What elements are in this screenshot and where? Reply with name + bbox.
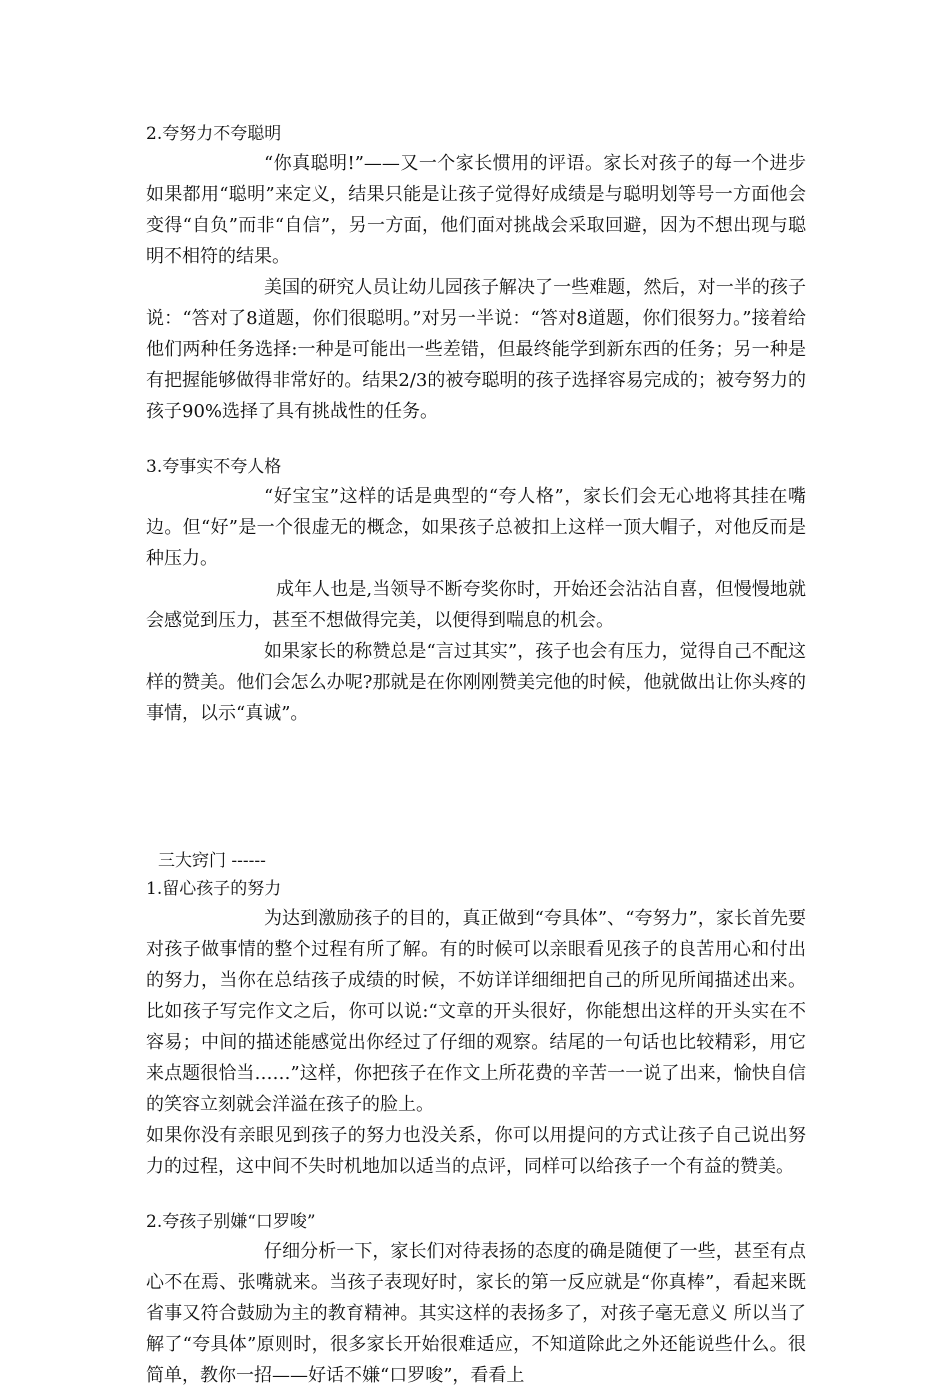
paragraph-ask-questions: 如果你没有亲眼见到孩子的努力也没关系，你可以用提问的方式让孩子自己说出努力的过程，这中间不失时机地加以适当的点评，同样可以给孩子一个有益的赞美。 xyxy=(146,1125,806,1177)
paragraph-overpraise: 如果家长的称赞总是“言过其实”，孩子也会有压力，觉得自己不配这样的赞美。他们会怎么办呢?那就是在你刚刚赞美完他的时候，他就做出让你头疼的事情，以示“真诚”。 xyxy=(146,641,806,724)
spacer xyxy=(146,729,806,847)
paragraph-good-baby: “好宝宝”这样的话是典型的“夸人格”，家长们会无心地将其挂在嘴边。但“好”是一个很虚无的概念，如果孩子总被扣上这样一顶大帽子，对他反而是种压力。 xyxy=(146,486,806,569)
spacer xyxy=(146,427,806,453)
section-title-tips: 三大窍门 ------ xyxy=(158,851,266,871)
paragraph-smart-label: “你真聪明!”——又一个家长惯用的评语。家长对孩子的每一个进步如果都用“聪明”来定义，结果只能是让孩子觉得好成绩是与聪明划等号一方面他会变得“自负”而非“自信”，另一方面，他们面对挑战会采取回避，因为不想出现与聪明不相符的结果。 xyxy=(146,153,806,267)
paragraph-understand-process: 为达到激励孩子的目的，真正做到“夸具体”、“夸努力”，家长首先要对孩子做事情的整个过程有所了解。有的时候可以亲眼看见孩子的良苦用心和付出的努力，当你在总结孩子成绩的时候，不妨详详细细把自己的所见所闻描述出来。比如孩子写完作文之后，你可以说:“文章的开头很好，你能想出这样的开头实在不容易；中间的描述能感觉出你经过了仔细的观察。结尾的一句话也比较精彩，用它来点题很恰当……”这样，你把孩子在作文上所花费的辛苦一一说了出来，愉快自信的笑容立刻就会洋溢在孩子的脸上。 xyxy=(146,908,806,1115)
heading-praise-effort: 2.夸努力不夸聪明 xyxy=(146,124,282,144)
heading-praise-facts: 3.夸事实不夸人格 xyxy=(146,457,282,477)
document-page xyxy=(146,120,806,1391)
heading-notice-effort: 1.留心孩子的努力 xyxy=(146,879,282,899)
heading-wordy-praise: 2.夸孩子别嫌“口罗唆” xyxy=(146,1212,316,1232)
spacer xyxy=(146,1182,806,1208)
paragraph-research: 美国的研究人员让幼儿园孩子解决了一些难题，然后，对一半的孩子说：“答对了8道题，你们很聪明。”对另一半说：“答对8道题，你们很努力。”接着给他们两种任务选择:一种是可能出一些差错，但最终能学到新东西的任务；另一种是有把握能够做得非常好的。结果2/3的被夸聪明的孩子选择容易完成的；被夸努力的孩子90%选择了具有挑战性的任务。 xyxy=(146,277,806,422)
paragraph-casual-praise: 仔细分析一下，家长们对待表扬的态度的确是随便了一些，甚至有点心不在焉、张嘴就来。当孩子表现好时，家长的第一反应就是“你真棒”，看起来既省事又符合鼓励为主的教育精神。其实这样的表扬多了，对孩子毫无意义 所以当了解了“夸具体”原则时，很多家长开始很难适应，不知道除此之外还能说些什么。很简单，教你一招——好话不嫌“口罗唆”，看看上 xyxy=(146,1241,806,1386)
paragraph-adults: 成年人也是,当领导不断夸奖你时，开始还会沾沾自喜，但慢慢地就会感觉到压力，甚至不想做得完美，以便得到喘息的机会。 xyxy=(146,579,806,631)
